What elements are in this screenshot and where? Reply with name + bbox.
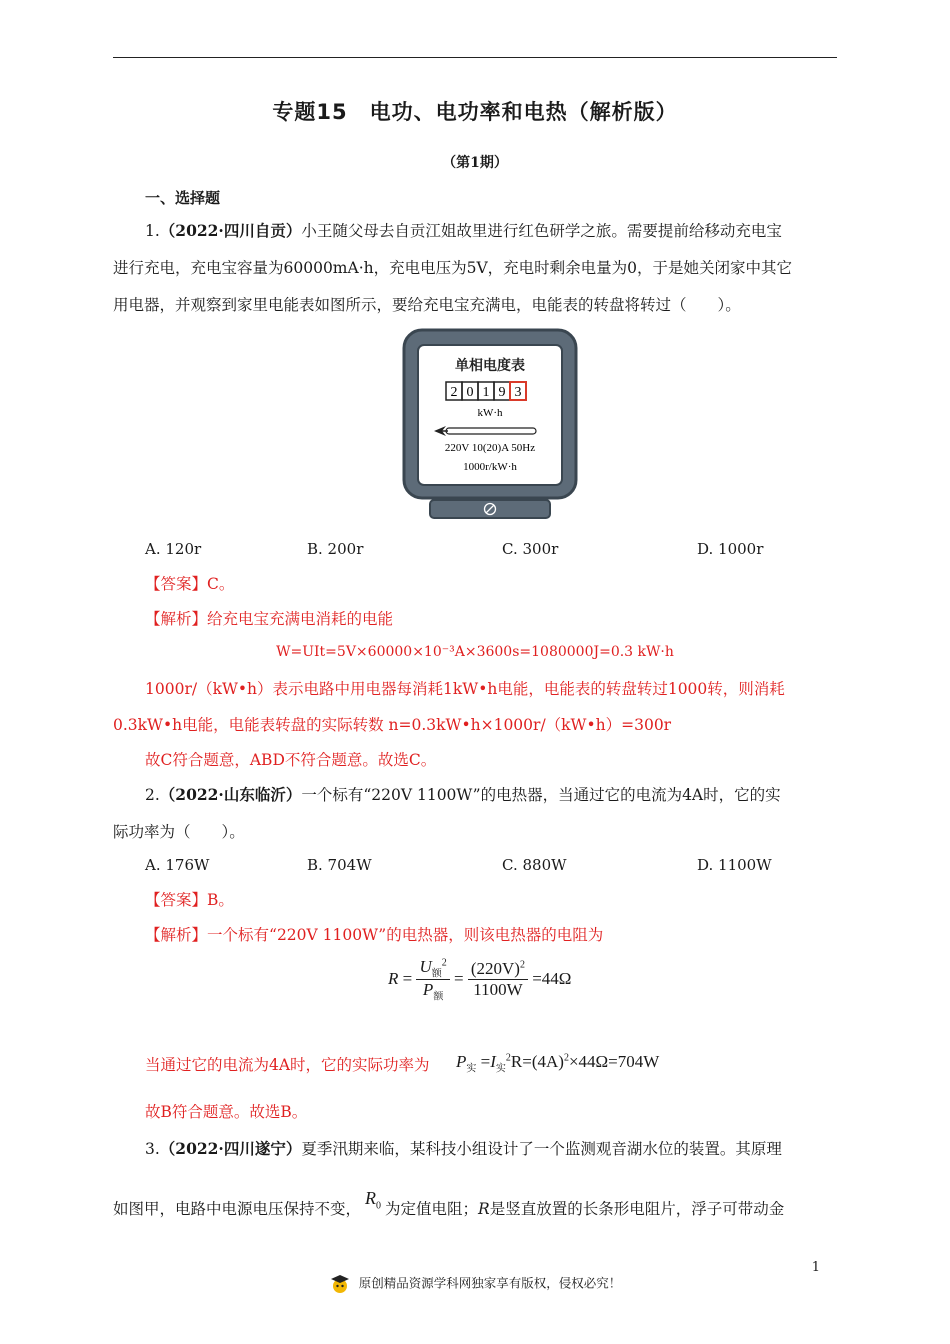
footer bbox=[0, 1273, 950, 1295]
q1-option-b: B. 200r bbox=[307, 540, 364, 558]
copyright-notice: 原创精品资源学科网独家享有版权，侵权必究！ bbox=[358, 1275, 622, 1291]
q1-line1: 小王随父母去自贡江姐故里进行红色研学之旅。需要提前给移动充电宝 bbox=[301, 222, 782, 240]
q2-option-b: B. 704W bbox=[307, 856, 372, 874]
q1-option-d: D. 1000r bbox=[697, 540, 764, 558]
q1-formula: W=UIt=5V×60000×10⁻³A×3600s=1080000J=0.3 kW·h bbox=[276, 644, 674, 660]
question-1-text bbox=[113, 212, 837, 324]
q2-analysis-1: 【解析】一个标有“220V 1100W”的电热器，则该电热器的电阻为 bbox=[145, 926, 604, 944]
q3-line1: 夏季汛期来临，某科技小组设计了一个监测观音湖水位的装置。其原理 bbox=[301, 1140, 782, 1158]
meter-rev: 1000r/kW·h bbox=[463, 461, 517, 473]
meter-digit-3: 1 bbox=[482, 385, 490, 400]
q2-line1: 一个标有“220V 1100W”的电热器，当通过它的电流为4A时，它的实 bbox=[301, 786, 781, 804]
q1-answer: 【答案】C。 bbox=[145, 575, 235, 593]
q2-option-a: A. 176W bbox=[145, 856, 210, 874]
section-heading: 一、选择题 bbox=[145, 189, 221, 207]
page-number: 1 bbox=[811, 1260, 820, 1275]
meter-digit-5: 3 bbox=[514, 385, 522, 400]
question-3-text bbox=[113, 1130, 837, 1168]
meter-digit-2: 0 bbox=[466, 385, 474, 400]
meter-spec: 220V 10(20)A 50Hz bbox=[444, 442, 536, 454]
q2-resistance-formula: R = $\frac{U_额^2}{P_额}$ = $\frac{(220V)^2}{1100W}$ =44Ω bbox=[388, 957, 572, 1003]
q2-number: 2. bbox=[145, 786, 160, 804]
meter-digit-4: 9 bbox=[498, 385, 506, 400]
q2-conclusion: 故B符合题意。故选B。 bbox=[145, 1103, 308, 1121]
q1-analysis-2: 1000r/（kW•h）表示电路中用电器每消耗1kW•h电能，电能表的转盘转过1000转，则消耗 bbox=[145, 680, 785, 698]
meter-title: 单相电度表 bbox=[455, 358, 525, 374]
q1-line3: 用电器，并观察到家里电能表如图所示，要给充电宝充满电，电能表的转盘将转过（ ）。 bbox=[113, 296, 741, 314]
q1-analysis-3: 0.3kW•h电能，电能表转盘的实际转数 n=0.3kW•h×1000r/（kW•h）=300r bbox=[113, 716, 672, 734]
q1-number: 1. bbox=[145, 222, 160, 240]
q1-conclusion: 故C符合题意，ABD不符合题意。故选C。 bbox=[145, 751, 437, 769]
q1-analysis-1: 【解析】给充电宝充满电消耗的电能 bbox=[145, 610, 394, 628]
q1-source: （2022·四川自贡） bbox=[159, 221, 302, 240]
q1-line2: 进行充电，充电宝容量为60000mA·h，充电电压为5V，充电时剩余电量为0，于是她关闭家中其它 bbox=[113, 259, 793, 277]
q3-line2: 如图甲，电路中电源电压保持不变，$R_0$ 为定值电阻；R是竖直放置的长条形电阻片，浮子可带动金 bbox=[113, 1188, 785, 1218]
meter-digit-1: 2 bbox=[450, 385, 458, 400]
question-2-text bbox=[113, 776, 837, 851]
q3-number: 3. bbox=[145, 1140, 160, 1158]
meter-unit: kW·h bbox=[477, 407, 503, 419]
q2-answer: 【答案】B。 bbox=[145, 891, 234, 909]
q2-analysis-2: 当通过它的电流为4A时，它的实际功率为 bbox=[145, 1056, 430, 1074]
header-rule bbox=[113, 57, 837, 58]
document-title: 专题15 电功、电功率和电热（解析版） bbox=[272, 100, 678, 124]
electric-meter-figure bbox=[400, 328, 580, 524]
logo-icon bbox=[329, 1273, 351, 1295]
q2-option-d: D. 1100W bbox=[697, 856, 772, 874]
q1-option-a: A. 120r bbox=[145, 540, 202, 558]
q2-source: （2022·山东临沂） bbox=[159, 785, 302, 804]
q2-option-c: C. 880W bbox=[502, 856, 567, 874]
q3-source: （2022·四川遂宁） bbox=[159, 1139, 302, 1158]
q2-line2: 际功率为（ ）。 bbox=[113, 823, 245, 841]
q1-option-c: C. 300r bbox=[502, 540, 559, 558]
q2-power-formula: $P_实 =I_实^2R=(4A)^2\times 44\Omega=704W$ bbox=[456, 1052, 660, 1075]
issue-label: （第1期） bbox=[442, 155, 508, 171]
